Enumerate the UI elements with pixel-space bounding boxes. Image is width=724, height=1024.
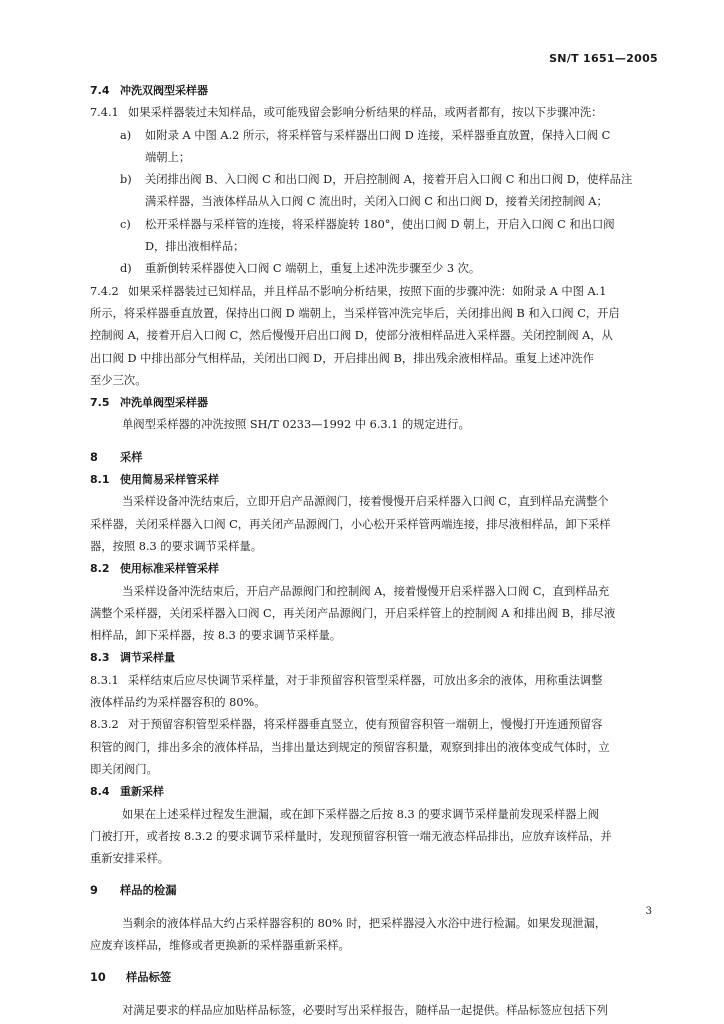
list-item-c: c) 松开采样器与采样管的连接，将采样器旋转 180°，使出口阀 D 朝上，开启入口阀 C 和出口阀 xyxy=(120,217,615,231)
paragraph-8-3-2: 8.3.2 对于预留容积管型采样器，将采样器垂直竖立，使有预留容积管一端朝上，慢慢打开连通预留容 xyxy=(90,718,603,732)
paragraph-7-4-2-line5: 至少三次。 xyxy=(90,373,147,387)
section-heading-7-4: 7.4 冲洗双阀型采样器 xyxy=(90,84,208,97)
standard-code-header: SN/T 1651—2005 xyxy=(549,52,658,65)
paragraph-7-5: 单阀型采样器的冲洗按照 SH/T 0233—1992 中 6.3.1 的规定进行。 xyxy=(122,418,470,432)
list-item-d: d) 重新倒转采样器使入口阀 C 端朝上，重复上述冲洗步骤至少 3 次。 xyxy=(120,262,481,276)
paragraph-7-4-2: 7.4.2 如果采样器装过已知样品，并且样品不影响分析结果，按照下面的步骤冲洗：如附录 A 中图 A.1 xyxy=(90,284,607,298)
section-heading-10: 10 样品标签 xyxy=(90,971,172,985)
list-item-c-cont: D，排出液相样品； xyxy=(145,240,245,254)
paragraph-8-3-2-line2: 积管的阀门，排出多余的液体样品，当排出量达到规定的预留容积量，观察到排出的液体变成气体时，立 xyxy=(90,740,610,754)
paragraph-8-2-line2: 满整个采样器，关闭采样器入口阀 C，再关闭产品源阀门，开启采样管上的控制阀 A 和排出阀 B，排尽液 xyxy=(90,606,616,620)
paragraph-9-line2: 应废弃该样品，维修或者更换新的采样器重新采样。 xyxy=(90,938,350,952)
section-heading-8-3: 8.3 调节采样量 xyxy=(90,651,175,665)
paragraph-8-3-1-line2: 液体样品约为采样器容积的 80%。 xyxy=(90,696,266,710)
document-body xyxy=(90,80,662,1022)
section-heading-8-2: 8.2 使用标准采样管采样 xyxy=(90,562,219,576)
page-number: 3 xyxy=(645,906,652,917)
paragraph-8-4-line3: 重新安排采样。 xyxy=(90,852,170,866)
paragraph-9-line1: 当剩余的液体样品大约占采样器容积的 80% 时，把采样器浸入水浴中进行检漏。如果发现泄漏， xyxy=(122,916,607,930)
paragraph-10-line1: 对满足要求的样品应加贴样品标签，必要时写出采样报告，随样品一起提供。样品标签应包括下列 xyxy=(122,1003,608,1017)
paragraph-7-4-2-line3: 控制阀 A，接着开启入口阀 C，然后慢慢开启出口阀 D，使部分液相样品进入采样器。关闭控制阀 A，从 xyxy=(90,329,613,343)
list-item-b: b) 关闭排出阀 B、入口阀 C 和出口阀 D，开启控制阀 A，接着开启入口阀 C 和出口阀 D，使样品注 xyxy=(120,173,633,187)
list-item-b-cont: 满采样器，当液体样品从入口阀 C 流出时，关闭入口阀 C 和出口阀 D，接着关闭控制阀 A； xyxy=(145,195,608,209)
section-heading-7-5: 7.5 冲洗单阀型采样器 xyxy=(90,396,208,410)
paragraph-7-4-2-line4: 出口阀 D 中排出部分气相样品，关闭出口阀 D，开启排出阀 B，排出残余液相样品。重复上述冲洗作 xyxy=(90,351,594,365)
section-heading-9: 9 样品的检漏 xyxy=(90,884,177,898)
paragraph-8-2-line1: 当采样设备冲洗结束后，开启产品源阀门和控制阀 A，接着慢慢开启采样器入口阀 C，直到样品充 xyxy=(122,584,610,598)
paragraph-8-1-line1: 当采样设备冲洗结束后，立即开启产品源阀门，接着慢慢开启采样器入口阀 C，直到样品充满整个 xyxy=(122,495,609,509)
section-heading-8-1: 8.1 使用简易采样管采样 xyxy=(90,473,219,487)
paragraph-8-1-line3: 器，按照 8.3 的要求调节采样量。 xyxy=(90,539,263,553)
paragraph-7-4-2-line2: 所示，将采样器垂直放置，保持出口阀 D 端朝上，当采样管冲洗完毕后，关闭排出阀 B 和入口阀 C，开启 xyxy=(90,306,620,320)
section-heading-8-4: 8.4 重新采样 xyxy=(90,785,164,799)
paragraph-7-4-1: 7.4.1 如果采样器装过未知样品，或可能残留会影响分析结果的样品，或两者都有，按以下步骤冲洗： xyxy=(90,106,603,120)
list-item-a-cont: 端朝上； xyxy=(145,150,191,164)
list-item-a: a) 如附录 A 中图 A.2 所示，将采样管与采样器出口阀 D 连接，采样器垂直放置，保持入口阀 C xyxy=(120,128,611,142)
paragraph-8-4-line1: 如果在上述采样过程发生泄漏，或在卸下采样器之后按 8.3 的要求调节采样量前发现采样器上阀 xyxy=(122,807,600,821)
paragraph-8-4-line2: 门被打开，或者按 8.3.2 的要求调节采样量时，发现预留容积管一端无液态样品排出，应放弃该样品，并 xyxy=(90,829,612,843)
section-heading-8: 8 采样 xyxy=(90,450,143,464)
paragraph-8-2-line3: 相样品，卸下采样器，按 8.3 的要求调节采样量。 xyxy=(90,629,342,643)
paragraph-8-3-1: 8.3.1 采样结束后应尽快调节采样量，对于非预留容积管型采样器，可放出多余的液体，用称重法调整 xyxy=(90,673,603,687)
paragraph-8-1-line2: 采样器，关闭采样器入口阀 C，再关闭产品源阀门，小心松开采样管两端连接，排尽液相样品，卸下采样 xyxy=(90,517,611,531)
paragraph-8-3-2-line3: 即关闭阀门。 xyxy=(90,762,158,776)
